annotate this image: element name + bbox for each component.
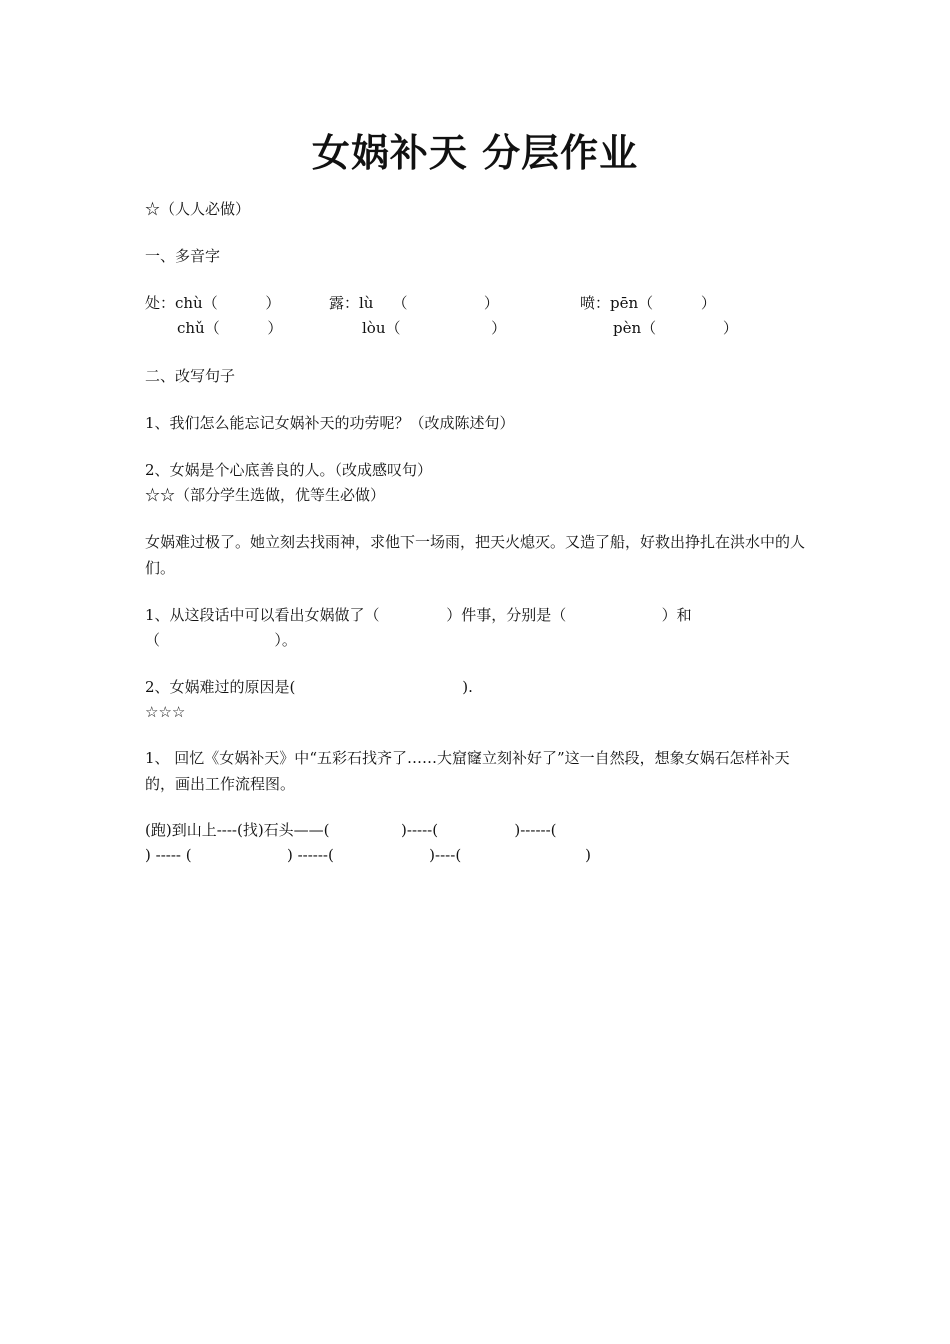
page-title: 女娲补天 分层作业 xyxy=(311,131,639,175)
section2-heading: 二、改写句子 xyxy=(145,367,236,385)
polyphone-lu-2: lòu（ ） xyxy=(362,319,507,337)
flowchart-line-1: (跑)到山上----(找)石头——( )-----( )------( xyxy=(145,821,557,839)
polyphone-lu-1: 露：lù （ ） xyxy=(329,294,499,312)
flowchart-question: 1、 回忆《女娲补天》中“五彩石找齐了……大窟窿立刻补好了”这一自然段，想象女娲石怎样补天的，画出工作流程图。 xyxy=(145,749,790,793)
polyphone-chu-1: 处：chù（ ） xyxy=(145,294,281,312)
polyphone-pen-1: 喷：pēn（ ） xyxy=(580,294,716,312)
reading-passage: 女娲难过极了。她立刻去找雨神，求他下一场雨，把天火熄灭。又造了船，好救出挣扎在洪水中的人们。 xyxy=(145,533,806,577)
polyphone-chu-2: chǔ（ ） xyxy=(177,319,283,337)
level2-header: ☆☆（部分学生选做，优等生必做） xyxy=(145,486,386,504)
polyphone-pen-2: pèn（ ） xyxy=(613,319,738,337)
passage-question-2: 2、女娲难过的原因是( ). xyxy=(145,678,473,696)
flowchart-line-2: ) ----- ( ) ------( )----( ) xyxy=(145,846,591,864)
passage-question-1-line1: 1、从这段话中可以看出女娲做了（ ）件事，分别是（ ）和 xyxy=(145,606,692,624)
level1-header: ☆（人人必做） xyxy=(145,200,251,218)
level3-header: ☆☆☆ xyxy=(145,703,186,721)
passage-question-1-line2: （ ）。 xyxy=(145,631,297,649)
section1-heading: 一、多音字 xyxy=(145,247,221,265)
rewrite-question-1: 1、我们怎么能忘记女娲补天的功劳呢？（改成陈述句） xyxy=(145,414,515,432)
rewrite-question-2: 2、女娲是个心底善良的人。（改成感叹句） xyxy=(145,461,433,479)
